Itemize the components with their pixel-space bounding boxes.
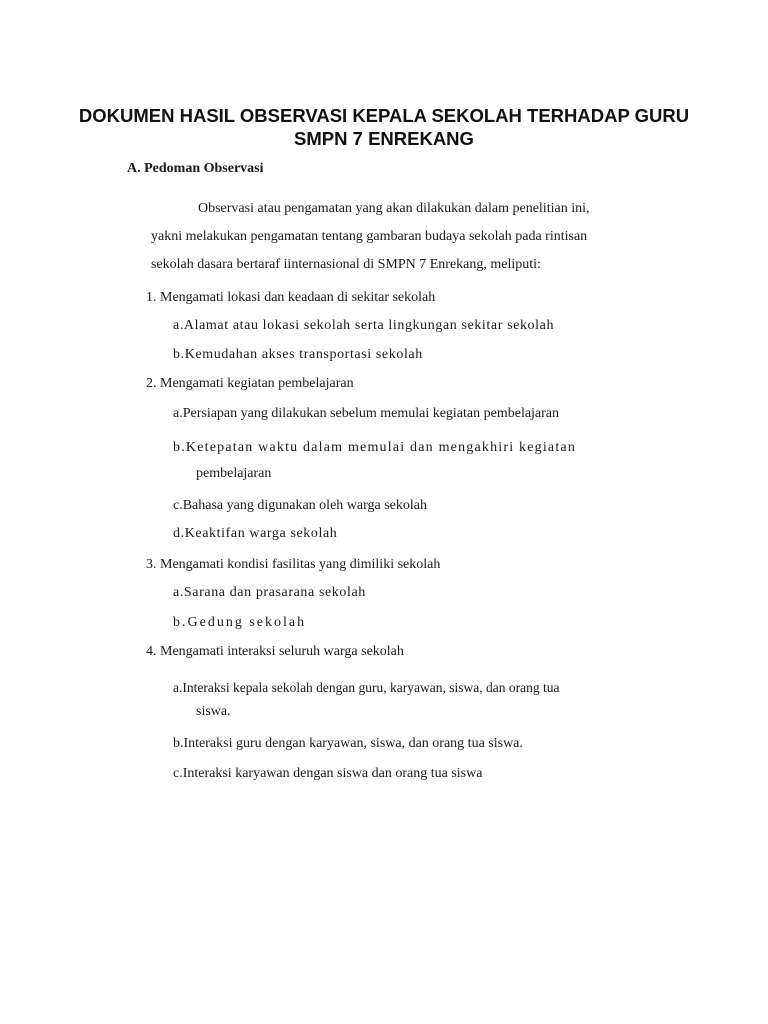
- intro-line-1: Observasi atau pengamatan yang akan dilakukan dalam penelitian ini,: [198, 201, 590, 216]
- list-item-1a: a.Alamat atau lokasi sekolah serta lingkungan sekitar sekolah: [173, 318, 555, 333]
- list-item-2b: b.Ketepatan waktu dalam memulai dan mengakhiri kegiatan: [173, 440, 577, 455]
- list-item-1: 1. Mengamati lokasi dan keadaan di sekitar sekolah: [146, 290, 436, 305]
- list-item-4c: c.Interaksi karyawan dengan siswa dan orang tua siswa: [173, 766, 483, 781]
- intro-line-3: sekolah dasara bertaraf iinternasional di SMPN 7 Enrekang, meliputi:: [151, 257, 541, 272]
- list-item-3b: b.Gedung sekolah: [173, 615, 307, 630]
- intro-line-2: yakni melakukan pengamatan tentang gambaran budaya sekolah pada rintisan: [151, 229, 588, 244]
- list-item-4a: a.Interaksi kepala sekolah dengan guru, karyawan, siswa, dan orang tua: [173, 680, 560, 695]
- list-item-2: 2. Mengamati kegiatan pembelajaran: [146, 376, 354, 391]
- section-heading: A. Pedoman Observasi: [127, 161, 264, 176]
- list-item-2c: c.Bahasa yang digunakan oleh warga sekolah: [173, 498, 427, 513]
- list-item-3a: a.Sarana dan prasarana sekolah: [173, 585, 366, 600]
- list-item-2b-continued: pembelajaran: [196, 466, 272, 481]
- list-item-2a: a.Persiapan yang dilakukan sebelum memulai kegiatan pembelajaran: [173, 406, 560, 421]
- list-item-3: 3. Mengamati kondisi fasilitas yang dimiliki sekolah: [146, 557, 441, 572]
- list-item-4b: b.Interaksi guru dengan karyawan, siswa, dan orang tua siswa.: [173, 736, 523, 751]
- document-title-line-1: DOKUMEN HASIL OBSERVASI KEPALA SEKOLAH TERHADAP GURU: [78, 105, 690, 126]
- list-item-4: 4. Mengamati interaksi seluruh warga sekolah: [146, 644, 404, 659]
- document-title-line-2: SMPN 7 ENREKANG: [294, 128, 474, 149]
- list-item-2d: d.Keaktifan warga sekolah: [173, 526, 338, 541]
- list-item-1b: b.Kemudahan akses transportasi sekolah: [173, 347, 423, 362]
- list-item-4a-continued: siswa.: [196, 704, 231, 719]
